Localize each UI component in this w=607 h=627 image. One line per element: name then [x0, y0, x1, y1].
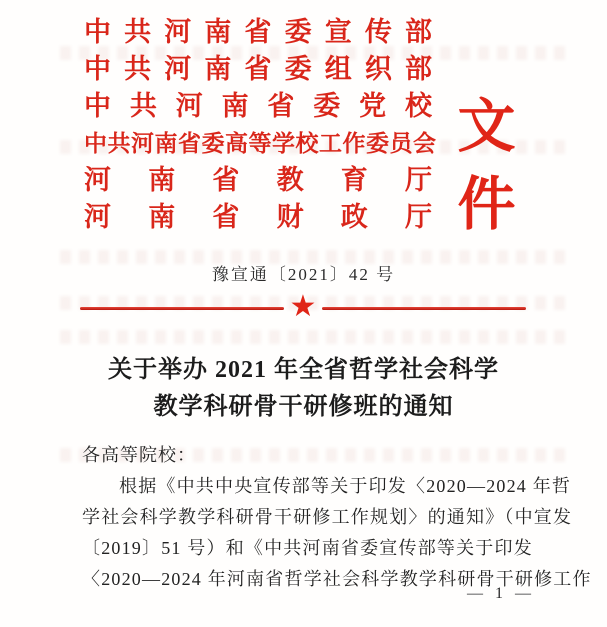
body-text-line: 〔2019〕51 号）和《中共河南省委宣传部等关于印发 [82, 538, 533, 558]
document-number: 豫宣通〔2021〕42 号 [211, 265, 396, 284]
page-number: — 1 — [467, 585, 535, 602]
divider-rule-left [80, 307, 284, 310]
document-title-line2: 教学科研骨干研修班的通知 [153, 394, 454, 420]
agency-masthead [84, 14, 437, 236]
file-label: 文件 [457, 94, 513, 237]
agency-name-party-school: 中共河南省委党校 [84, 91, 432, 121]
divider-rule-right [322, 307, 526, 310]
body-text-line: 〈2020—2024 年河南省哲学社会科学教学科研骨干研修工作 [82, 569, 592, 589]
agency-name-organization-dept: 中共河南省委组织部 [84, 54, 432, 84]
document-title-line1: 关于举办 2021 年全省哲学社会科学 [108, 357, 499, 383]
body-text-line: 根据《中共中央宣传部等关于印发〈2020—2024 年哲 [119, 476, 572, 496]
agency-name-education-dept: 河南省教育厅 [84, 165, 432, 195]
agency-name-finance-dept: 河南省财政厅 [84, 202, 432, 232]
agency-name-propaganda-dept: 中共河南省委宣传部 [84, 17, 432, 47]
star-icon: ★ [289, 290, 317, 323]
body-text-line: 学社会科学教学科研骨干研修工作规划〉的通知》（中宣发 [82, 507, 573, 527]
salutation: 各高等院校： [82, 445, 196, 465]
document-body [82, 440, 592, 595]
document-title [0, 352, 607, 426]
red-divider [80, 292, 526, 324]
agency-name-higher-edu-work-committee: 中共河南省委高等学校工作委员会 [84, 131, 437, 156]
bleedthrough-artifact [60, 330, 567, 344]
